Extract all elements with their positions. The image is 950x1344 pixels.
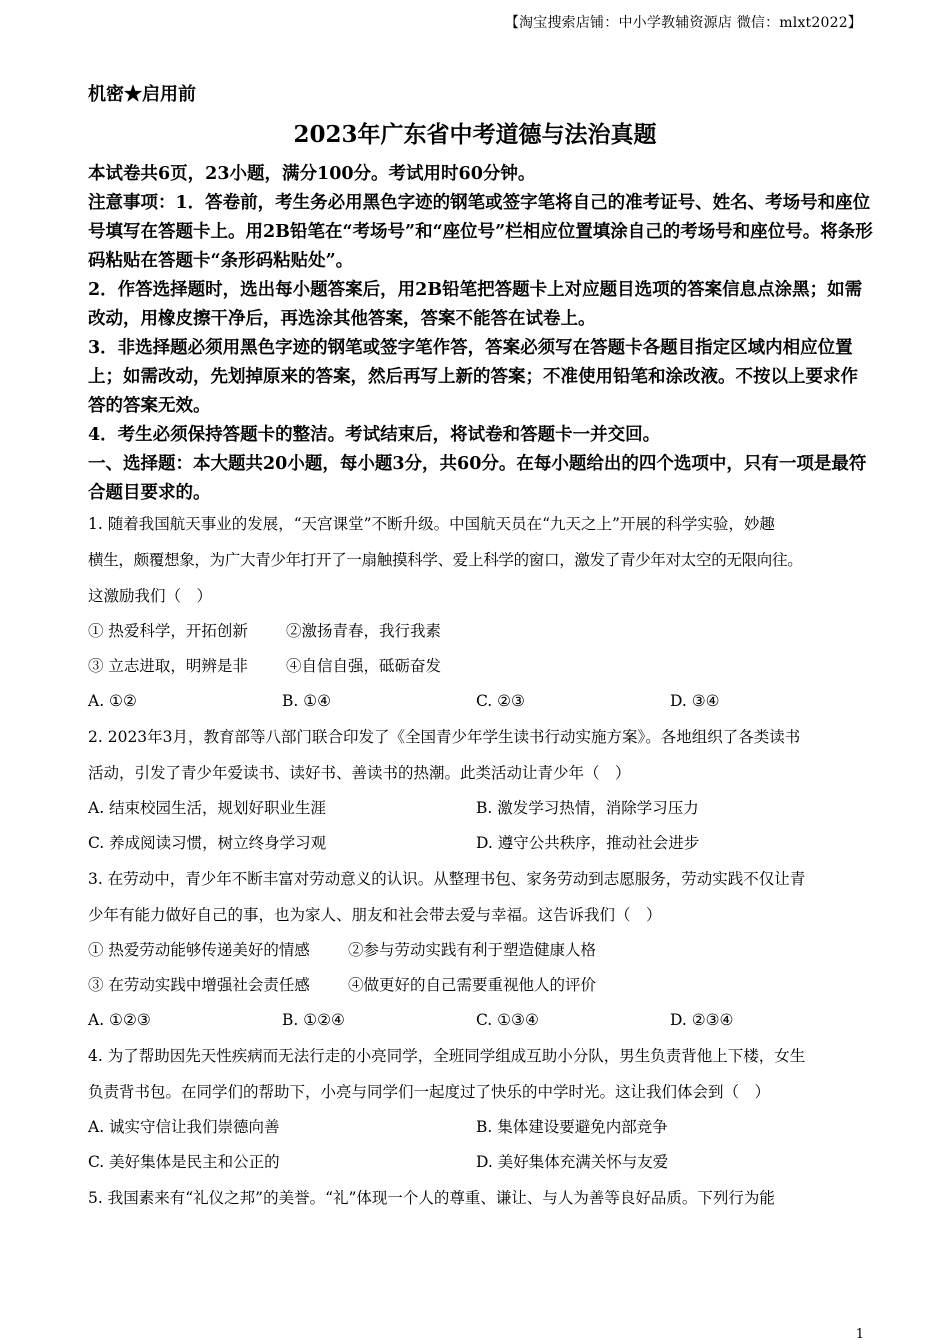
statement-row [88,649,878,684]
question-2 [88,719,878,861]
statement-row [88,614,878,649]
question-text: 少年有能力做好自己的事，也为家人、朋友和社会带去爱与幸福。这告诉我们（ ） [88,906,662,924]
question-text: 3. 在劳动中，青少年不断丰富对劳动意义的认识。从整理书包、家务劳动到志愿服务，劳动实践不仅让青 [88,870,806,888]
option-a: A. 结束校园生活，规划好职业生涯 [88,799,327,817]
notice-line: 注意事项：1．答卷前，考生务必用黑色字迹的钢笔或签字笔将自己的准考证号、姓名、考场号和座位号填写在答题卡上。用2B铅笔在“考场号”和“座位号”栏相应位置填涂自己的考场号和座位号。将条形码粘贴在答题卡“条形码粘贴处”。 [88,193,873,271]
option-c: C. 养成阅读习惯，树立终身学习观 [88,834,327,852]
question-text: 负责背书包。在同学们的帮助下，小亮与同学们一起度过了快乐的中学时光。这让我们体会到（ ） [88,1083,771,1101]
option-a: A. ①②③ [88,1011,151,1029]
option-d: D. ②③④ [670,1011,734,1029]
statement-row [88,968,878,1003]
question-text: 横生，颇覆想象，为广大青少年打开了一扇触摸科学、爱上科学的窗口，激发了青少年对太空的无限向往。 [88,551,803,569]
statement: ②参与劳动实践有利于塑造健康人格 [347,941,596,959]
question-text: 4. 为了帮助因先天性疾病而无法行走的小亮同学，全班同学组成互助小分队，男生负责背他上下楼，女生 [88,1047,806,1065]
notice-line: 2．作答选择题时，选出每小题答案后，用2B铅笔把答题卡上对应题目选项的答案信息点涂黑；如需改动，用橡皮擦干净后，再选涂其他答案，答案不能答在试卷上。 [88,280,863,329]
option-a: A. 诚实守信让我们崇德向善 [88,1118,280,1136]
question-text: 5. 我国素来有“礼仪之邦”的美誉。“礼”体现一个人的尊重、谦让、与人为善等良好品质。下列行为能 [88,1189,775,1207]
option-row [88,1003,878,1038]
question-text: 这激励我们（ ） [88,587,213,605]
option-a: A. ①② [88,692,137,710]
notice-line: 本试卷共6页，23小题，满分100分。考试用时60分钟。 [88,164,536,184]
question-3 [88,861,878,1038]
statement: ① 热爱劳动能够传递美好的情感 [88,941,310,959]
question-5 [88,1180,878,1216]
statement: ④自信自强，砥砺奋发 [285,657,441,675]
option-d: D. ③④ [670,692,720,710]
header-note: 【淘宝搜索店铺：中小学教辅资源店 微信：mlxt2022】 [504,15,862,31]
option-b: B. ①④ [282,692,332,710]
section-heading: 一、选择题：本大题共20小题，每小题3分，共60分。在每小题给出的四个选项中，只有一项是最符合题目要求的。 [88,454,867,503]
option-row [88,791,878,826]
page-title: 2023年广东省中考道德与法治真题 [293,121,657,148]
statement-row [88,933,878,968]
statement: ③ 立志进取，明辨是非 [88,657,248,675]
option-c: C. ①③④ [476,1011,539,1029]
exam-notice [88,160,873,508]
question-4 [88,1038,878,1180]
statement: ③ 在劳动实践中增强社会责任感 [88,976,310,994]
option-b: B. 集体建设要避免内部竞争 [476,1118,668,1136]
confidential-label: 机密★启用前 [88,84,196,105]
statement: ②激扬青春，我行我素 [285,622,441,640]
notice-line: 3．非选择题必须用黑色字迹的钢笔或签字笔作答，答案必须写在答题卡各题目指定区域内相应位置上；如需改动，先划掉原来的答案，然后再写上新的答案；不准使用铅笔和涂改液。不按以上要求作答的答案无效。 [88,338,858,416]
option-c: C. ②③ [476,692,525,710]
question-1 [88,506,878,719]
option-row [88,1110,878,1145]
notice-line: 4．考生必须保持答题卡的整洁。考试结束后，将试卷和答题卡一并交回。 [88,425,661,445]
option-b: B. 激发学习热情，消除学习压力 [476,799,699,817]
question-text: 活动，引发了青少年爱读书、读好书、善读书的热潮。此类活动让青少年（ ） [88,764,631,782]
question-text: 1. 随着我国航天事业的发展，“天宫课堂”不断升级。中国航天员在“九天之上”开展的科学实验，妙趣 [88,515,775,533]
option-row [88,1145,878,1180]
option-c: C. 美好集体是民主和公正的 [88,1153,280,1171]
option-row [88,826,878,861]
statement: ④做更好的自己需要重视他人的评价 [347,976,596,994]
option-d: D. 遵守公共秩序，推动社会进步 [476,834,700,852]
option-row [88,684,878,719]
page-number: 1 [855,1327,864,1342]
option-b: B. ①②④ [282,1011,345,1029]
option-d: D. 美好集体充满关怀与友爱 [476,1153,669,1171]
question-list [88,506,878,1216]
question-text: 2. 2023年3月，教育部等八部门联合印发了《全国青少年学生读书行动实施方案》。各地组织了各类读书 [88,728,801,746]
statement: ① 热爱科学，开拓创新 [88,622,248,640]
